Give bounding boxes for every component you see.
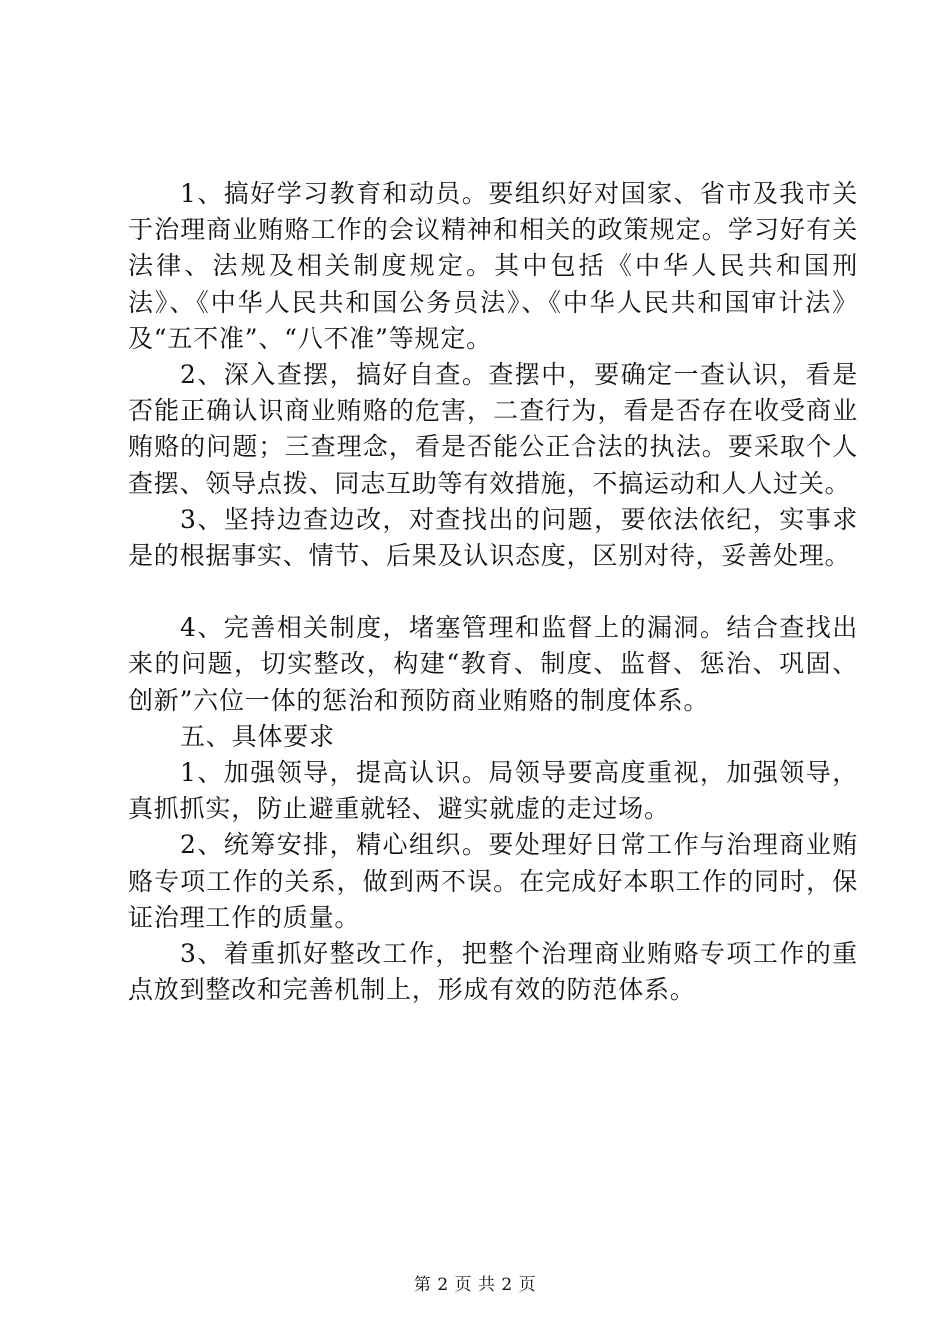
document-body bbox=[128, 176, 858, 1008]
paragraph-rectification-work: 3、着重抓好整改工作，把整个治理商业贿赂专项工作的重点放到整改和完善机制上，形成有效的防范体系。 bbox=[128, 939, 858, 1005]
paragraph-self-inspection: 2、深入查摆，搞好自查。查摆中，要确定一查认识，看是否能正确认识商业贿赂的危害，二查行为，看是否存在收受商业贿赂的问题；三查理念，看是否能公正合法的执法。要采取个人查摆、领导点拨、同志互助等有效措施，不搞运动和人人过关。 bbox=[128, 360, 858, 498]
paragraph-strengthen-leadership: 1、加强领导，提高认识。局领导要高度重视，加强领导，真抓抓实，防止避重就轻、避实就虚的走过场。 bbox=[128, 758, 858, 824]
paragraph-overall-arrangement: 2、统筹安排，精心组织。要处理好日常工作与治理商业贿赂专项工作的关系，做到两不误。在完成好本职工作的同时，保证治理工作的质量。 bbox=[128, 830, 858, 932]
page-footer: 第 2 页 共 2 页 bbox=[413, 1275, 537, 1295]
section-heading-requirements: 五、具体要求 bbox=[180, 721, 335, 751]
paragraph-rectify-while-checking: 3、坚持边查边改，对查找出的问题，要依法依纪，实事求是的根据事实、情节、后果及认识态度，区别对待，妥善处理。 bbox=[128, 504, 858, 571]
paragraph-study-education: 1、搞好学习教育和动员。要组织好对国家、省市及我市关于治理商业贿赂工作的会议精神和相关的政策规定。学习好有关法律、法规及相关制度规定。其中包括《中华人民共和国刑法》、《中华人民共和国公务员法》、《中华人民共和国审计法》及“五不准”、“八不准”等规定。 bbox=[128, 179, 858, 353]
paragraph-improve-system: 4、完善相关制度，堵塞管理和监督上的漏洞。结合查找出来的问题，切实整改，构建“教育、制度、监督、惩治、巩固、创新”六位一体的惩治和预防商业贿赂的制度体系。 bbox=[128, 613, 858, 715]
